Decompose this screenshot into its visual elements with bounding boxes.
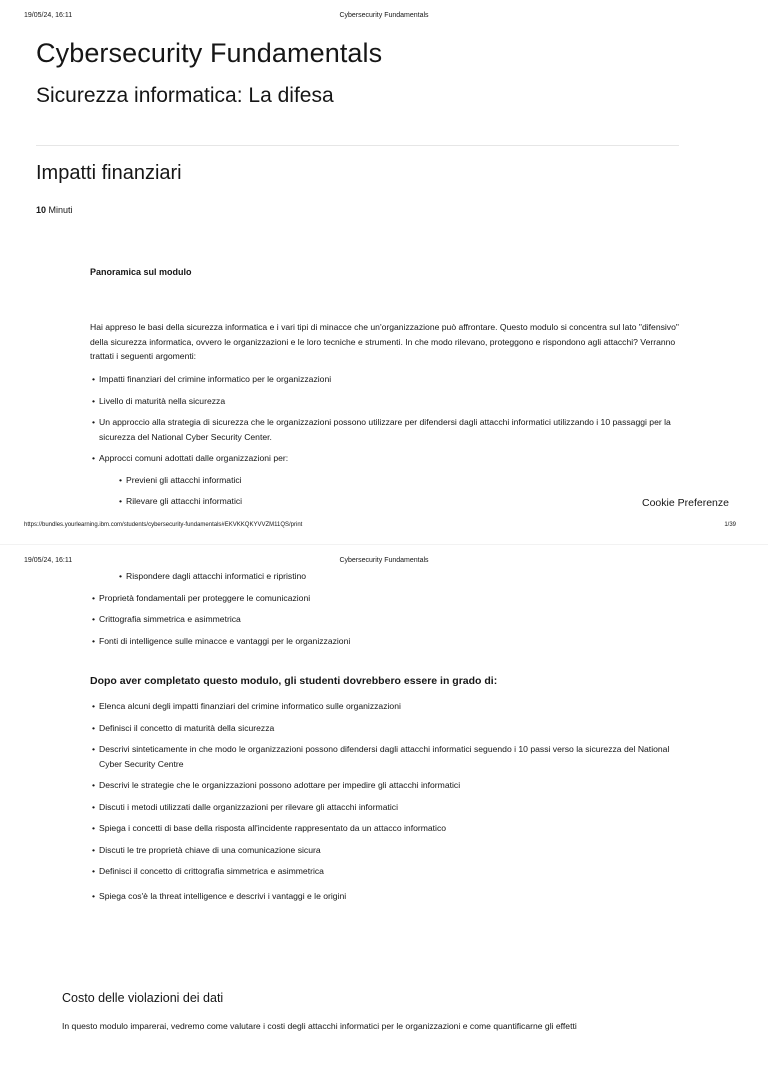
topics-list-continued — [92, 569, 684, 655]
list-item: • Approcci comuni adottati dalle organizzazioni per: — [92, 451, 684, 466]
overview-intro: Hai appreso le basi della sicurezza informatica e i vari tipi di minacce che un'organizzazione può affrontare. Questo modulo si concentra sul lato "difensivo" della sicurezza informatica, ovvero le organizzazioni e le loro tecniche e strumenti. In che modo rilevano, proteggono e rispondono agli attacchi? Verranno trattati i seguenti argomenti: — [90, 322, 679, 361]
overview-heading: Panoramica sul modulo — [90, 267, 192, 277]
list-item: • Spiega i concetti di base della risposta all'incidente rappresentato da un attacco informatico — [92, 821, 684, 836]
list-item: • Crittografia simmetrica e asimmetrica — [92, 612, 684, 627]
list-item: • Rispondere dagli attacchi informatici e ripristino — [119, 569, 684, 584]
list-item: • Spiega cos'è la threat intelligence e descrivi i vantaggi e le origini — [92, 889, 684, 904]
duration-unit: Minuti — [48, 205, 73, 215]
list-item: • Descrivi sinteticamente in che modo le organizzazioni possono difendersi dagli attacchi informatici seguendo i 10 passi verso la sicurezza del National Cyber Security Centre — [92, 742, 684, 771]
list-item: • Livello di maturità nella sicurezza — [92, 394, 684, 409]
list-item: • Discuti le tre proprietà chiave di una comunicazione sicura — [92, 843, 684, 858]
divider — [36, 145, 679, 146]
print-page-number: 1/39 — [724, 522, 736, 528]
outcomes-list — [92, 699, 684, 910]
print-date: 19/05/24, 16:11 — [24, 557, 73, 564]
list-item: • Rilevare gli attacchi informatici — [119, 494, 684, 509]
course-subtitle: Sicurezza informatica: La difesa — [36, 84, 334, 107]
course-title: Cybersecurity Fundamentals — [36, 38, 383, 68]
list-item: • Impatti finanziari del crimine informatico per le organizzazioni — [92, 372, 684, 387]
list-item: • Un approccio alla strategia di sicurezza che le organizzazioni possono utilizzare per difendersi dagli attacchi informatici utilizzando i 10 passaggi per la sicurezza del National Cyber Security Center. — [92, 415, 684, 444]
cookie-preferences-link[interactable]: Cookie Preferenze — [642, 497, 729, 509]
topics-list — [92, 372, 684, 516]
cost-text-cut: In questo modulo imparerai, vedremo come valutare i costi degli attacchi informatici per le organizzazioni e come quantificarne gli effetti — [62, 1021, 577, 1031]
list-item: • Proprietà fondamentali per proteggere le comunicazioni — [92, 591, 684, 606]
outcomes-heading: Dopo aver completato questo modulo, gli studenti dovrebbero essere in grado di: — [90, 675, 498, 687]
list-item: • Elenca alcuni degli impatti finanziari del crimine informatico sulle organizzazioni — [92, 699, 684, 714]
print-title: Cybersecurity Fundamentals — [339, 557, 429, 564]
list-item: • Previeni gli attacchi informatici — [119, 473, 684, 488]
list-item: • Descrivi le strategie che le organizzazioni possono adottare per impedire gli attacchi informatici — [92, 778, 684, 793]
cost-heading: Costo delle violazioni dei dati — [62, 991, 224, 1005]
print-url: https://bundles.yourlearning.ibm.com/students/cybersecurity-fundamentals#EKVKKQKYVVZM11QS/print — [24, 522, 303, 528]
list-item: • Discuti i metodi utilizzati dalle organizzazioni per rilevare gli attacchi informatici — [92, 800, 684, 815]
duration — [36, 205, 73, 215]
section-title: Impatti finanziari — [36, 162, 182, 184]
list-item: • Definisci il concetto di maturità della sicurezza — [92, 721, 684, 736]
duration-value: 10 — [36, 205, 47, 215]
list-item: • Fonti di intelligence sulle minacce e vantaggi per le organizzazioni — [92, 634, 684, 649]
print-page-2 — [0, 544, 768, 1088]
print-title: Cybersecurity Fundamentals — [339, 12, 429, 19]
print-date: 19/05/24, 16:11 — [24, 12, 73, 19]
list-item: • Definisci il concetto di crittografia simmetrica e asimmetrica — [92, 864, 684, 879]
